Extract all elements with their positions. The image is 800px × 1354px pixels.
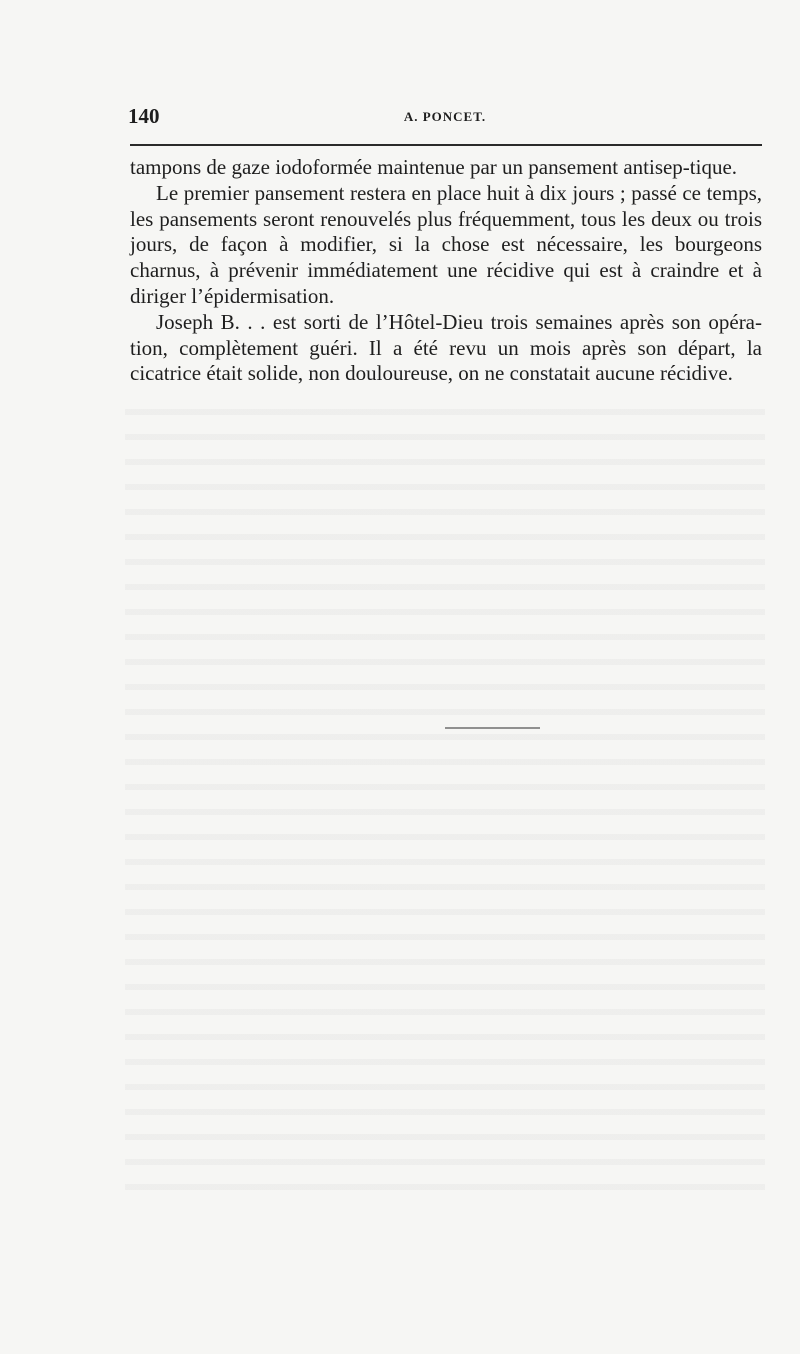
paragraph: Joseph B. . . est sorti de l’Hôtel-Dieu trois semaines après son opéra-tion, complètement guéri. Il a été revu un mois après son départ, la cicatrice était solide, non douloureuse, on ne constatait aucune récidive. <box>130 309 762 386</box>
body-text <box>130 155 762 387</box>
show-through-rule <box>445 727 540 729</box>
header-rule <box>130 144 762 146</box>
paragraph: Le premier pansement restera en place huit à dix jours ; passé ce temps, les pansements seront renouvelés plus fréquemment, tous les deux ou trois jours, de façon à modifier, si la chose est nécessaire, les bourgeons charnus, à prévenir immédiatement une récidive qui est à craindre et à diriger l’épidermisation. <box>130 180 762 308</box>
running-head: A. PONCET. <box>403 109 487 124</box>
paragraph: tampons de gaze iodoformée maintenue par un pansement antisep-tique. <box>130 155 738 179</box>
page-number: 140 <box>128 104 160 128</box>
page-header <box>128 104 762 132</box>
show-through-text <box>125 395 765 1195</box>
